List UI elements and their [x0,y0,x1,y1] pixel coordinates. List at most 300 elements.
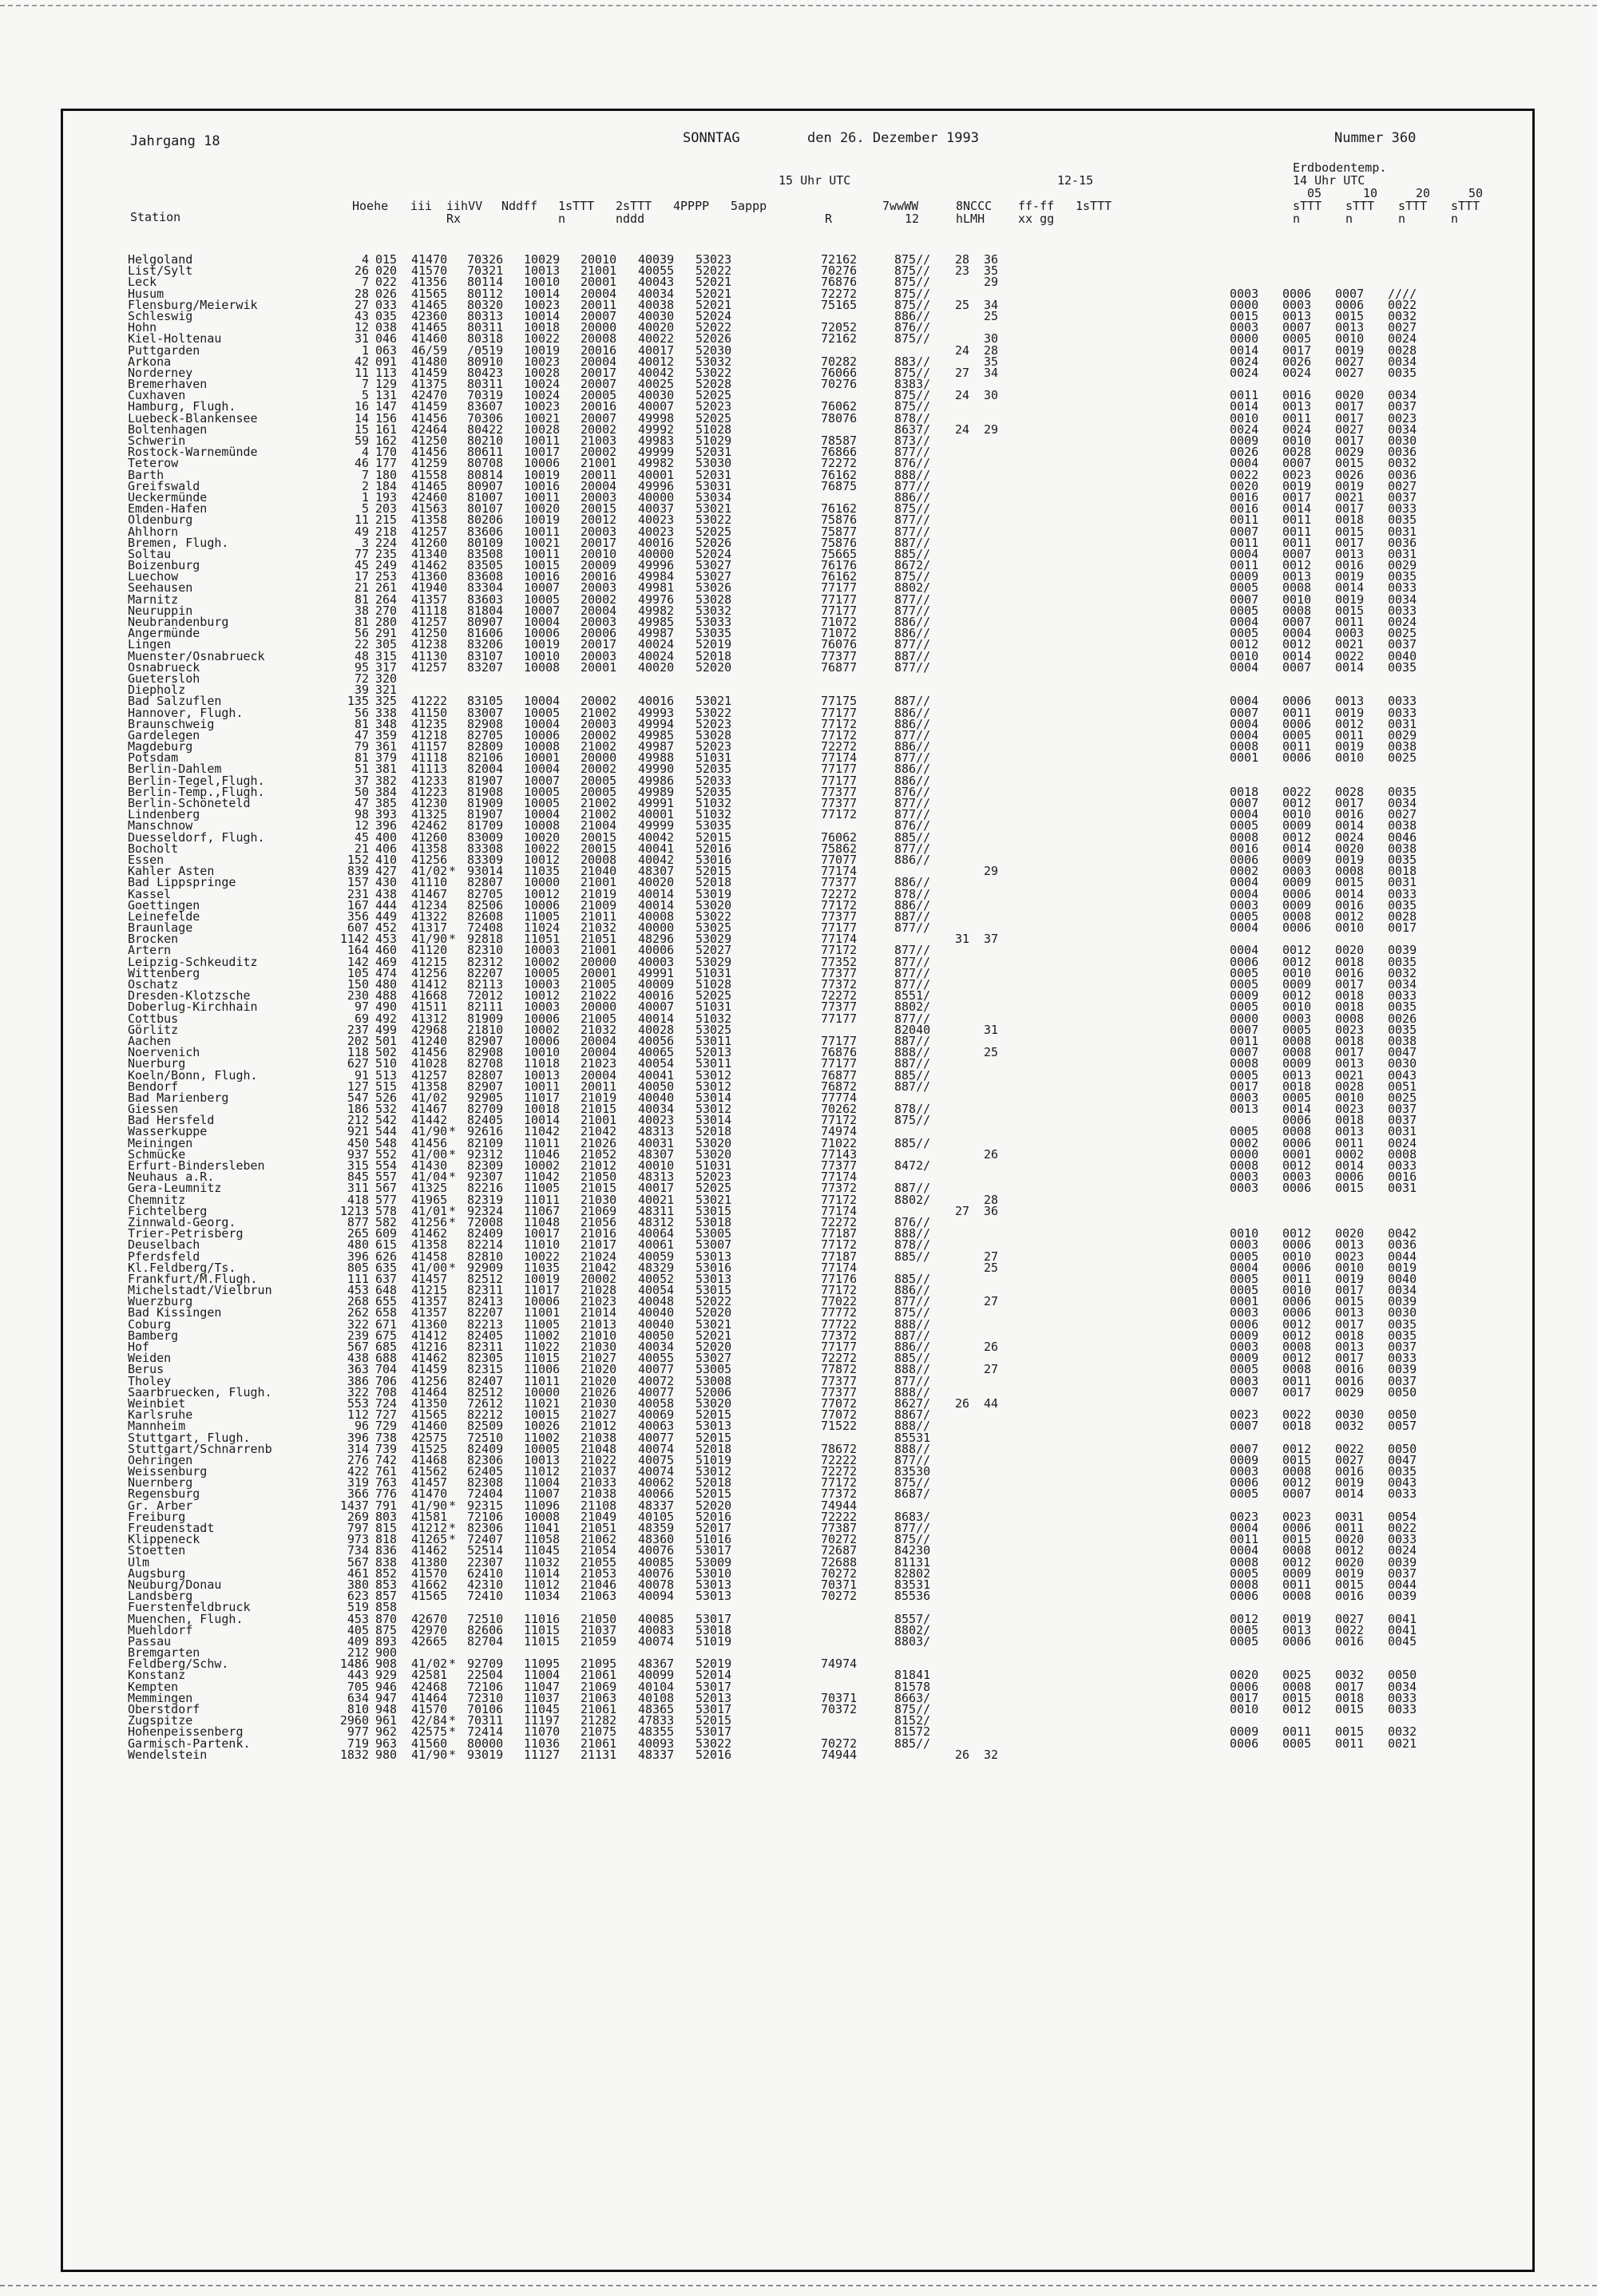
iihvv: 42581 [411,1668,448,1683]
station-index: 361 [375,739,398,754]
8nccc: 83530 [894,1464,931,1479]
jahrgang: Jahrgang 18 [130,133,220,149]
nddff: 83505 [467,558,504,573]
4pppp: 49976 [638,592,675,607]
soil-temp-05: 0023 [1230,1407,1259,1423]
5appp: 51031 [695,750,732,766]
soil-temp-50: 0039 [1388,1554,1417,1570]
station-index: 033 [375,297,398,312]
station-height: 81 [354,750,369,766]
4pppp: 40016 [638,988,675,1004]
station-name: Schmücke [128,1146,186,1162]
soil-temp-10: 0007 [1282,546,1312,561]
7wwww: 77177 [821,1056,858,1071]
soil-temp-05: 0007 [1230,524,1259,539]
station-height: 49 [354,524,369,539]
iihvv: 41118 [411,603,448,618]
iihvv: 41250 [411,626,448,641]
soil-temp-20: 0021 [1335,1067,1365,1083]
soil-temp-50: 0051 [1388,1079,1417,1094]
mountain-station-marker: * [449,1532,457,1547]
soil-temp-05: 0005 [1230,965,1259,980]
soil-temp-50: 0035 [1388,1328,1417,1343]
station-index: 113 [375,365,398,380]
1sttt: 11015 [524,1351,561,1366]
table-row [128,673,1501,684]
7wwww: 77377 [821,965,858,980]
station-name: Muehldorf [128,1622,193,1637]
8nccc: 877// [894,954,931,969]
soil-temp-05: 0015 [1230,308,1259,323]
soil-temp-10: 0008 [1282,1589,1312,1604]
station-index: 815 [375,1521,398,1535]
2sttt: 20004 [581,1045,617,1060]
station-height: 59 [354,433,369,448]
7wwww: 77072 [821,1395,858,1411]
1sttt: 11016 [524,1611,561,1626]
1sttt: 11021 [524,1395,561,1411]
5appp: 53013 [695,1271,732,1286]
soil-temp-10: 0010 [1282,1283,1312,1298]
soil-temp-50: 0031 [1388,716,1417,731]
iihvv: 41468 [411,1452,448,1467]
station-index: 026 [375,286,398,301]
soil-temp-05: 0012 [1230,637,1259,652]
2sttt: 20002 [581,694,617,709]
gust: 34 [984,297,999,312]
4pppp: 40076 [638,1566,675,1581]
iihvv: 42670 [411,1611,448,1626]
1sttt: 10020 [524,829,561,845]
2sttt: 21059 [581,1633,617,1649]
soil-temp-10: 0014 [1282,1102,1312,1117]
1sttt: 10019 [524,467,561,482]
station-height: 386 [347,1373,369,1388]
iihvv: 41/04 [411,1170,448,1185]
soil-temp-05: 0006 [1230,852,1259,867]
station-name: Frankfurt/M.Flugh. [128,1271,258,1286]
soil-temp-20: 0019 [1335,1566,1365,1581]
station-name: Stoetten [128,1543,186,1558]
5appp: 53016 [695,852,732,867]
station-name: Michelstadt/Vielbrun [128,1283,272,1298]
station-height: 314 [347,1441,369,1456]
2sttt: 20000 [581,320,617,335]
nddff: 22307 [467,1554,504,1570]
station-name: Neuruppin [128,603,193,618]
soil-temp-05: 0001 [1230,1294,1259,1309]
station-height: 977 [347,1724,369,1740]
soil-temp-10: 0014 [1282,501,1312,517]
soil-temp-20: 0018 [1335,988,1365,1004]
8nccc: 875// [894,399,931,414]
soil-temp-50: 0044 [1388,1249,1417,1264]
soil-temp-20: 0015 [1335,1724,1365,1740]
station-index: 708 [375,1384,398,1399]
nddff: 83308 [467,841,504,856]
4pppp: 40094 [638,1589,675,1604]
4pppp: 40010 [638,1158,675,1173]
iihvv: 42968 [411,1022,448,1037]
soil-temp-20: 0006 [1335,297,1365,312]
station-index: 947 [375,1690,398,1705]
4pppp: 40077 [638,1430,675,1445]
station-name: Fuerstenfeldbruck [128,1600,251,1615]
soil-temp-10: 0011 [1282,739,1312,754]
4pppp: 40062 [638,1475,675,1490]
soil-temp-20: 0015 [1335,1294,1365,1309]
soil-temp-10: 0007 [1282,659,1312,675]
2sttt: 20005 [581,784,617,799]
2sttt: 21051 [581,1521,617,1535]
nddff: 82305 [467,1351,504,1366]
1sttt: 10015 [524,558,561,573]
8nccc: 875// [894,1475,931,1490]
4pppp: 48367 [638,1657,675,1672]
5appp: 52028 [695,377,732,392]
nddff: 80320 [467,297,504,312]
nddff: 82113 [467,977,504,992]
1sttt: 10021 [524,535,561,550]
2sttt: 20003 [581,716,617,731]
soil-temp-20: 0011 [1335,1736,1365,1751]
7wwww: 77172 [821,716,858,731]
2sttt: 21052 [581,1146,617,1162]
station-name: Klippeneck [128,1532,200,1547]
4pppp: 49984 [638,569,675,584]
2sttt: 21042 [581,1124,617,1139]
station-index: 763 [375,1475,398,1490]
nddff: 82506 [467,897,504,912]
2sttt: 20001 [581,275,617,290]
2sttt: 21030 [581,1192,617,1207]
station-name: Bremen, Flugh. [128,535,229,550]
soil-temp-20: 0016 [1335,807,1365,822]
station-height: 96 [354,1419,369,1434]
2sttt: 20002 [581,727,617,742]
8nccc: 888// [894,467,931,482]
table-row [128,254,1501,265]
soil-temp-50: 0035 [1388,1464,1417,1479]
station-name: Berlin-Temp.,Flugh. [128,784,265,799]
5appp: 53017 [695,1679,732,1694]
station-name: Osnabrueck [128,659,200,675]
5appp: 53028 [695,592,732,607]
iihvv: 41218 [411,727,448,742]
8nccc: 84230 [894,1543,931,1558]
2sttt: 21038 [581,1486,617,1502]
soil-temp-20: 0023 [1335,1102,1365,1117]
nddff: 80206 [467,513,504,528]
8nccc: 887// [894,1181,931,1196]
soil-temp-10: 0011 [1282,535,1312,550]
soil-temp-50: 0037 [1388,399,1417,414]
7wwww: 77377 [821,909,858,924]
5appp: 53012 [695,1067,732,1083]
iihvv: 41215 [411,954,448,969]
7wwww: 77175 [821,694,858,709]
7wwww: 72272 [821,988,858,1004]
5appp: 52020 [695,1305,732,1320]
5appp: 52026 [695,331,732,346]
soil-temp-50: 0037 [1388,1373,1417,1388]
station-height: 118 [347,1045,369,1060]
8nccc: 877// [894,603,931,618]
5appp: 53026 [695,580,732,596]
station-name: Essen [128,852,164,867]
station-name: Boizenburg [128,558,200,573]
1sttt: 10004 [524,694,561,709]
station-name: Arkona [128,354,172,369]
nddff: 70321 [467,263,504,279]
7wwww: 77177 [821,705,858,720]
2sttt: 21037 [581,1622,617,1637]
7wwww: 77172 [821,1113,858,1128]
8nccc: 887// [894,1056,931,1071]
station-index: 203 [375,501,398,517]
2sttt: 21019 [581,886,617,901]
1sttt: 10019 [524,342,561,358]
2sttt: 21061 [581,1668,617,1683]
8nccc: 85531 [894,1430,931,1445]
5appp: 53027 [695,558,732,573]
station-height: 5 [361,388,369,403]
4pppp: 40093 [638,1736,675,1751]
soil-temp-50: 0031 [1388,524,1417,539]
station-height: 15 [354,422,369,437]
2sttt: 21048 [581,1441,617,1456]
2sttt: 21053 [581,1566,617,1581]
7wwww: 76066 [821,365,858,380]
iihvv: 41265 [411,1532,448,1547]
soil-temp-20: 0027 [1335,1452,1365,1467]
iihvv: 41430 [411,1158,448,1173]
2sttt: 20004 [581,354,617,369]
station-height: 81 [354,716,369,731]
5appp: 52018 [695,1124,732,1139]
station-height: 11 [354,365,369,380]
station-index: 704 [375,1362,398,1377]
4pppp: 40030 [638,388,675,403]
soil-temp-20: 0015 [1335,1577,1365,1592]
station-height: 356 [347,909,369,924]
7wwww: 70272 [821,1736,858,1751]
4pppp: 40016 [638,535,675,550]
soil-temp-10: 0008 [1282,1340,1312,1354]
1sttt: 11005 [524,909,561,924]
soil-temp-05: 0000 [1230,331,1259,346]
8nccc: 877// [894,750,931,766]
soil-temp-10: 0006 [1282,1135,1312,1150]
soil-temp-50: 0034 [1388,1283,1417,1298]
iihvv: 41325 [411,807,448,822]
nddff: 83009 [467,829,504,845]
4pppp: 40064 [638,1226,675,1241]
nddff: 83603 [467,592,504,607]
wind-peak: 23 [955,263,970,279]
soil-temp-05: 0007 [1230,1419,1259,1434]
gust: 35 [984,354,999,369]
station-index: 249 [375,558,398,573]
soil-temp-05: 0000 [1230,297,1259,312]
soil-temp-10: 0012 [1282,988,1312,1004]
1sttt: 11037 [524,1690,561,1705]
8nccc: 81572 [894,1724,931,1740]
5appp: 52016 [695,841,732,856]
soil-temp-50: 0030 [1388,1305,1417,1320]
station-name: Berlin-Tegel,Flugh. [128,773,265,788]
7wwww: 70371 [821,1577,858,1592]
2sttt: 20011 [581,297,617,312]
nddff: 70319 [467,388,504,403]
soil-temp-10: 0003 [1282,1011,1312,1026]
soil-temp-50: 0046 [1388,829,1417,845]
table-row [128,920,1501,936]
8nccc: 888// [894,1045,931,1060]
1sttt: 10002 [524,954,561,969]
soil-temp-05: 0011 [1230,535,1259,550]
station-name: Zugspitze [128,1713,193,1728]
soil-temp-05: 0006 [1230,1736,1259,1751]
5appp: 53005 [695,1226,732,1241]
station-name: Meiningen [128,1135,193,1150]
8nccc: 877// [894,1521,931,1535]
station-height: 21 [354,580,369,596]
iihvv: 41223 [411,784,448,799]
station-name: Chemnitz [128,1192,186,1207]
8nccc: 878// [894,410,931,426]
2sttt: 21001 [581,1113,617,1128]
soil-temp-10: 0028 [1282,445,1312,460]
iihvv: 41565 [411,1589,448,1604]
station-name: Weissenburg [128,1464,208,1479]
iihvv: 41360 [411,1316,448,1332]
station-height: 4 [361,445,369,460]
2sttt: 21011 [581,909,617,924]
8nccc: 8551/ [894,988,931,1004]
iihvv: 41456 [411,410,448,426]
soil-temp-05: 0003 [1230,1340,1259,1354]
station-name: Passau [128,1633,172,1649]
4pppp: 40023 [638,1113,675,1128]
4pppp: 40020 [638,320,675,335]
mountain-station-marker: * [449,1657,457,1672]
1sttt: 11017 [524,1283,561,1298]
station-index: 430 [375,875,398,890]
soil-temp-50: 0017 [1388,920,1417,936]
station-height: 239 [347,1328,369,1343]
soil-temp-10: 0012 [1282,1226,1312,1241]
mountain-station-marker: * [449,1124,457,1139]
station-height: 567 [347,1554,369,1570]
soil-temp-05: 0007 [1230,592,1259,607]
soil-temp-05: 0008 [1230,1158,1259,1173]
station-index: 742 [375,1452,398,1467]
station-index: 270 [375,603,398,618]
1sttt: 11002 [524,1430,561,1445]
soil-temp-10: 0006 [1282,1181,1312,1196]
7wwww: 77377 [821,875,858,890]
2sttt: 20015 [581,841,617,856]
nddff: 82212 [467,1407,504,1423]
station-height: 567 [347,1340,369,1354]
soil-temp-20: 0020 [1335,841,1365,856]
col-n-20: n [1398,212,1406,226]
8nccc: 8152/ [894,1713,931,1728]
iihvv: 42460 [411,489,448,505]
2sttt: 20011 [581,467,617,482]
soil-temp-10: 0011 [1282,705,1312,720]
soil-temp-50: 0024 [1388,331,1417,346]
4pppp: 40034 [638,1340,675,1354]
station-name: Landsberg [128,1589,193,1604]
4pppp: 40014 [638,886,675,901]
soil-temp-50: 0050 [1388,1384,1417,1399]
4pppp: 49996 [638,478,675,493]
station-index: 170 [375,445,398,460]
5appp: 51028 [695,422,732,437]
iihvv: 41110 [411,875,448,890]
soil-temp-20: 0016 [1335,558,1365,573]
iihvv: 41460 [411,1419,448,1434]
iihvv: 41465 [411,320,448,335]
1sttt: 10011 [524,489,561,505]
station-index: 406 [375,841,398,856]
station-height: 142 [347,954,369,969]
7wwww: 72272 [821,456,858,471]
station-height: 237 [347,1022,369,1037]
soil-temp-05: 0009 [1230,1452,1259,1467]
nddff: 82405 [467,1328,504,1343]
station-index: 180 [375,467,398,482]
station-index: 818 [375,1532,398,1547]
table-row [128,1486,1501,1502]
station-index: 513 [375,1067,398,1083]
station-name: Doberlug-Kirchhain [128,1000,258,1015]
soil-temp-50: 0035 [1388,1022,1417,1037]
soil-temp-20: 0015 [1335,524,1365,539]
8nccc: 885// [894,1736,931,1751]
station-name: Wendelstein [128,1747,208,1762]
2sttt: 20002 [581,592,617,607]
soil-temp-50: 0030 [1388,433,1417,448]
iihvv: 41130 [411,648,448,663]
soil-temp-10: 0006 [1282,1113,1312,1128]
5appp: 52026 [695,535,732,550]
station-name: Cuxhaven [128,388,186,403]
soil-temp-10: 0017 [1282,489,1312,505]
1sttt: 10024 [524,377,561,392]
soil-temp-50: 0031 [1388,1124,1417,1139]
1sttt: 10008 [524,818,561,833]
7wwww: 76876 [821,1045,858,1060]
issue-number: Nummer 360 [1334,130,1417,146]
7wwww: 77174 [821,1203,858,1218]
soil-temp-20: 0006 [1335,1170,1365,1185]
nddff: 70106 [467,1702,504,1716]
1sttt: 11197 [524,1713,561,1728]
iihvv: 41565 [411,286,448,301]
4pppp: 40038 [638,297,675,312]
5appp: 52015 [695,864,732,879]
soil-temp-05: 0011 [1230,513,1259,528]
station-height: 69 [354,1011,369,1026]
iihvv: 41467 [411,1102,448,1117]
station-name: Husum [128,286,164,301]
soil-temp-10: 0006 [1282,886,1312,901]
1sttt: 11005 [524,1181,561,1196]
soil-temp-20: 0032 [1335,1419,1365,1434]
